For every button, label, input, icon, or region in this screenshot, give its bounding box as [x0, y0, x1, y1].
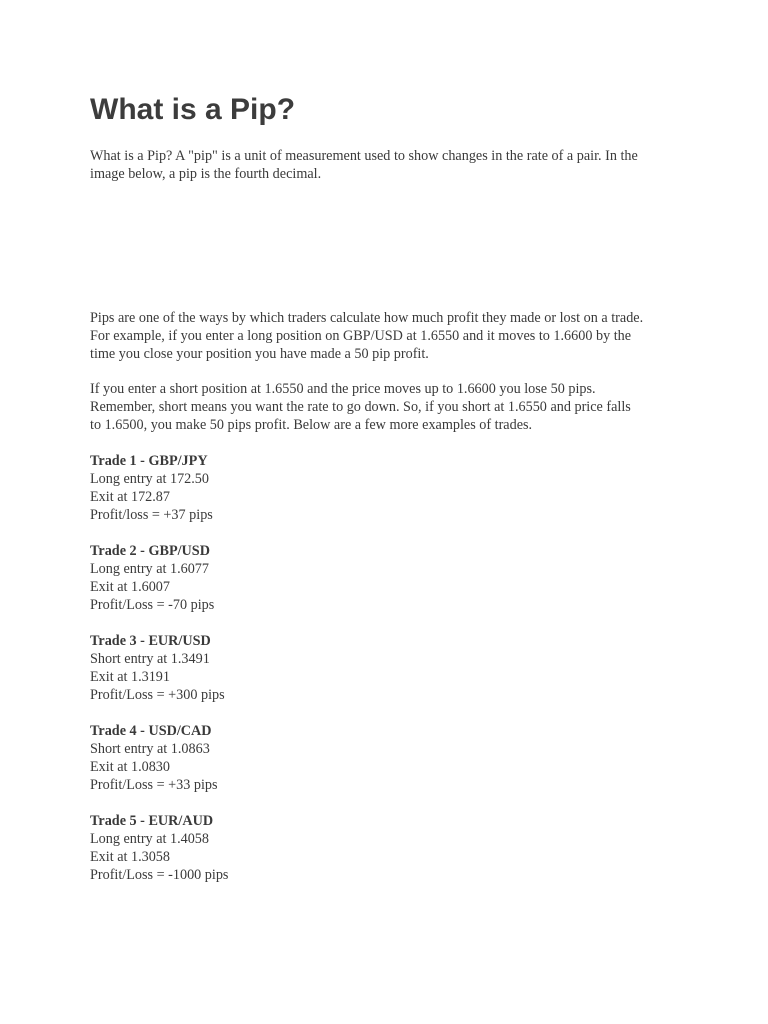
paragraph-line: Pips are one of the ways by which traders calculate how much profit they made or lost on a trade. — [90, 310, 644, 326]
trade-title: Trade 2 - GBP/USD — [90, 543, 210, 559]
trade-example — [90, 632, 690, 722]
pips-explanation-paragraph — [90, 309, 685, 363]
trade-entry: Short entry at 1.0863 — [90, 741, 210, 757]
trade-example — [90, 452, 690, 542]
paragraph-line: to 1.6500, you make 50 pips profit. Below are a few more examples of trades. — [90, 417, 533, 433]
trade-result: Profit/Loss = -70 pips — [90, 597, 215, 613]
trade-title: Trade 1 - GBP/JPY — [90, 453, 208, 469]
paragraph-line: Remember, short means you want the rate to go down. So, if you short at 1.6550 and price falls — [90, 399, 631, 415]
short-position-paragraph — [90, 380, 685, 434]
paragraph-line: If you enter a short position at 1.6550 and the price moves up to 1.6600 you lose 50 pips. — [90, 381, 596, 397]
trade-entry: Long entry at 1.4058 — [90, 831, 209, 847]
page-title: What is a Pip? — [90, 93, 296, 126]
trade-result: Profit/Loss = -1000 pips — [90, 867, 229, 883]
trade-title: Trade 3 - EUR/USD — [90, 633, 211, 649]
intro-line: image below, a pip is the fourth decimal. — [90, 166, 322, 182]
trade-result: Profit/Loss = +300 pips — [90, 687, 225, 703]
trade-title: Trade 5 - EUR/AUD — [90, 813, 214, 829]
trade-examples-list — [90, 452, 690, 902]
trade-exit: Exit at 1.3191 — [90, 669, 170, 685]
paragraph-line: time you close your position you have made a 50 pip profit. — [90, 346, 429, 362]
trade-entry: Long entry at 172.50 — [90, 471, 209, 487]
trade-result: Profit/loss = +37 pips — [90, 507, 213, 523]
intro-line: What is a Pip? A "pip" is a unit of measurement used to show changes in the rate of a pair. In the — [90, 148, 638, 164]
trade-title: Trade 4 - USD/CAD — [90, 723, 212, 739]
intro-paragraph — [90, 147, 685, 183]
trade-example — [90, 722, 690, 812]
trade-entry: Short entry at 1.3491 — [90, 651, 210, 667]
trade-exit: Exit at 1.3058 — [90, 849, 170, 865]
trade-exit: Exit at 1.6007 — [90, 579, 170, 595]
trade-entry: Long entry at 1.6077 — [90, 561, 209, 577]
trade-exit: Exit at 172.87 — [90, 489, 170, 505]
trade-example — [90, 542, 690, 632]
trade-result: Profit/Loss = +33 pips — [90, 777, 218, 793]
trade-exit: Exit at 1.0830 — [90, 759, 170, 775]
trade-example — [90, 812, 690, 902]
paragraph-line: For example, if you enter a long position on GBP/USD at 1.6550 and it moves to 1.6600 by the — [90, 328, 632, 344]
